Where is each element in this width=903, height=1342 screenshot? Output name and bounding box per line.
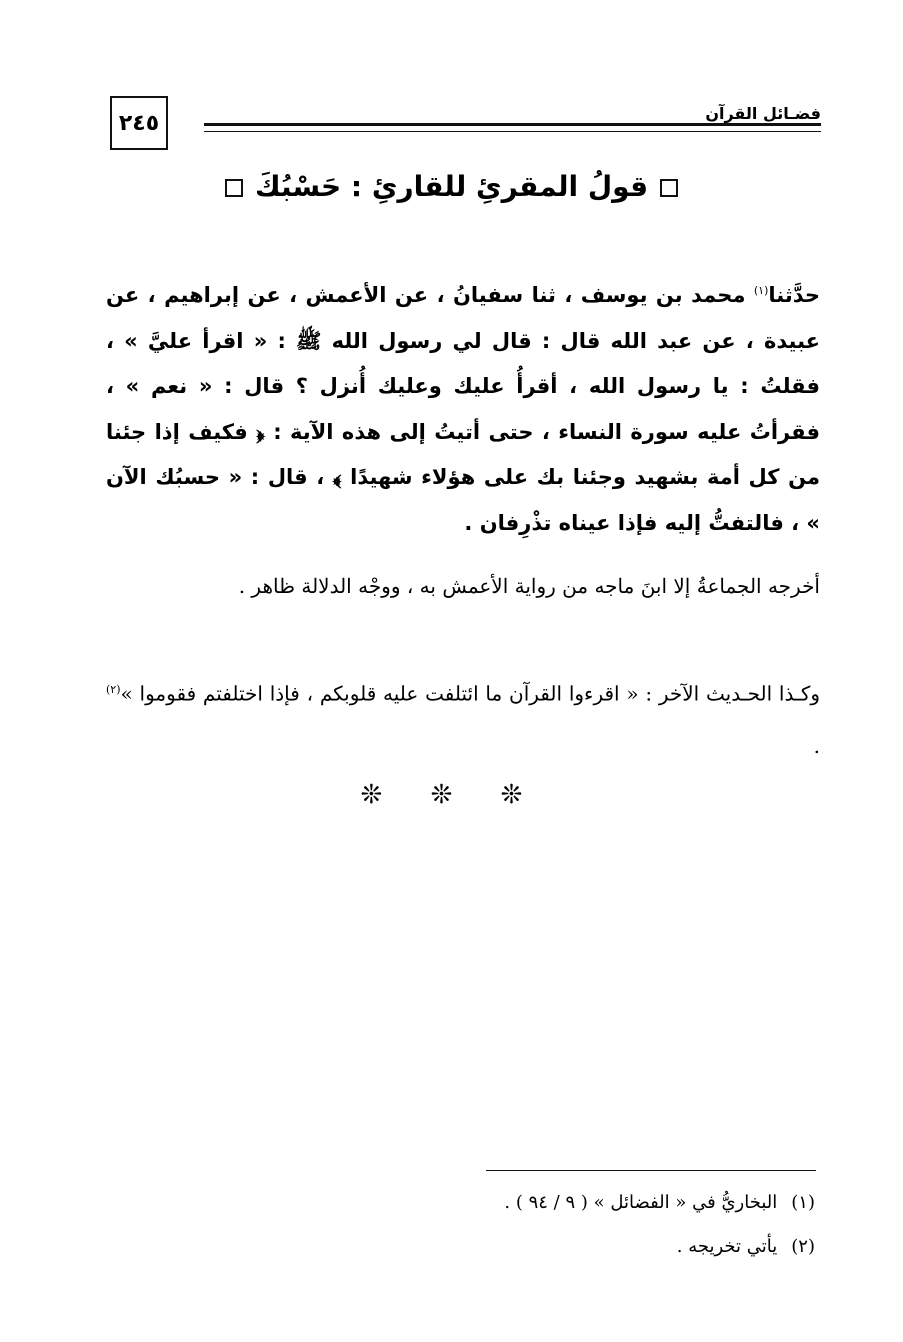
header-rule-thin	[204, 131, 821, 132]
commentary-paragraph	[106, 560, 820, 612]
running-head: فضـائل القرآن	[705, 104, 821, 123]
second-hadith-text: وكـذا الحـديث الآخر : « اقرءوا القرآن ما ائتلفت عليه قلوبكم ، فإذا اختلفتم فقوموا »	[120, 681, 820, 706]
footnote-2-number: (٢)	[791, 1236, 815, 1257]
second-hadith-paragraph	[106, 664, 820, 772]
page-number: ٢٤٥	[110, 96, 168, 150]
footnote-2-text: يأتي تخريجه .	[676, 1236, 778, 1257]
hadith-text-rest: محمد بن يوسف ، ثنا سفيانُ ، عن الأعمش ، عن إبراهيم ، عن عبيدة ، عن عبد الله قال : قال لي رسول الله ﷺ : « اقرأ عليَّ » ، فقلتُ : يا رسول الله ، أقرأُ عليك وعليك أُنزل ؟ قال : « نعم » ، فقرأتُ عليه سورة النساء ، حتى أتيتُ إلى هذه الآية : ﴿ فكيف إذا جئنا من كل أمة بشهيد وجئنا بك على هؤلاء شهيدًا ﴾ ، قال : « حسبُك الآن » ، فالتفتُّ إليه فإذا عيناه تذْرِفان .	[106, 283, 820, 535]
hadith-paragraph	[106, 268, 820, 547]
footnote-2	[215, 1236, 815, 1257]
commentary-text: أخرجه الجماعةُ إلا ابنَ ماجه من رواية الأعمش به ، ووجْه الدلالة ظاهر .	[238, 574, 820, 598]
title-box-right	[660, 179, 678, 197]
hadith-text-start: حدَّثنا	[768, 283, 820, 307]
footnote-1	[215, 1192, 815, 1213]
header-rule-thick	[204, 123, 821, 126]
footnote-1-number: (١)	[791, 1192, 815, 1213]
chapter-title-text: قولُ المقرئِ للقارئِ : حَسْبُكَ	[254, 170, 649, 203]
title-box-left	[225, 179, 243, 197]
second-hadith-end: .	[813, 733, 820, 758]
footnote-rule	[486, 1170, 816, 1171]
chapter-title	[150, 170, 753, 203]
section-separator: ❊ ❊ ❊	[360, 780, 543, 810]
footnote-1-text: البخاريُّ في « الفضائل » ( ٩ / ٩٤ ) .	[504, 1192, 778, 1213]
footnote-ref-2: (٢)	[106, 683, 121, 696]
footnote-ref-1: (١)	[753, 284, 769, 297]
